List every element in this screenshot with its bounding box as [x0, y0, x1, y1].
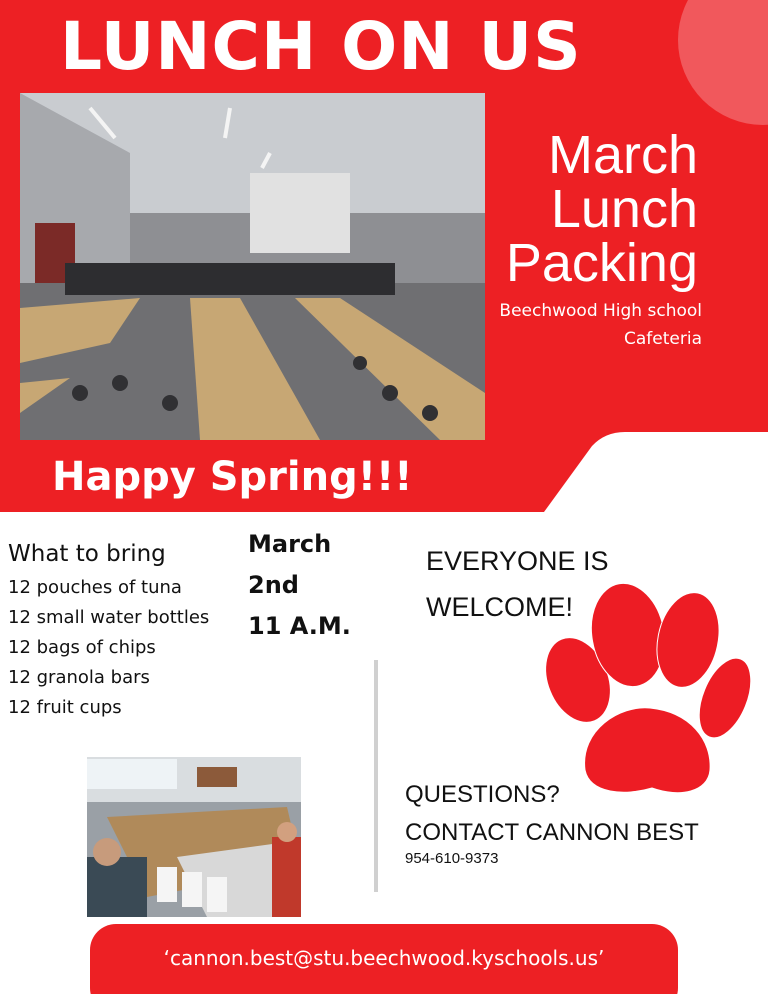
event-title-line: Lunch	[550, 179, 698, 239]
event-title	[505, 125, 698, 293]
date-month: March	[248, 530, 332, 558]
welcome-message: EVERYONE IS WELCOME!	[426, 546, 609, 622]
date-day: 2nd	[248, 571, 299, 599]
questions-label: QUESTIONS?	[405, 781, 560, 808]
list-item: 12 granola bars	[8, 667, 150, 688]
contact-email: ‘cannon.best@stu.beechwood.kyschools.us’	[163, 946, 605, 970]
list-item: 12 small water bottles	[8, 607, 210, 628]
cafeteria-group-photo	[20, 93, 485, 440]
event-datetime	[248, 524, 351, 647]
contact-block	[405, 776, 699, 852]
event-title-line: March	[547, 125, 698, 185]
page-title: LUNCH ON US	[60, 8, 582, 85]
contact-phone: 954-610-9373	[405, 850, 499, 867]
contact-name: CONTACT CANNON BEST	[405, 819, 699, 846]
paw-print-icon	[540, 580, 752, 800]
location-line: Cafeteria	[624, 329, 702, 349]
event-time: 11 A.M.	[248, 612, 351, 640]
spring-greeting: Happy Spring!!!	[52, 454, 413, 500]
lunch-packing-photo	[87, 757, 301, 917]
list-item: 12 bags of chips	[8, 637, 156, 658]
bring-heading: What to bring	[8, 541, 166, 567]
event-location	[499, 297, 702, 353]
bring-list	[8, 573, 209, 723]
event-title-line: Packing	[505, 233, 698, 293]
vertical-divider	[374, 660, 378, 892]
list-item: 12 fruit cups	[8, 697, 122, 718]
list-item: 12 pouches of tuna	[8, 577, 182, 598]
bring-section	[8, 541, 209, 723]
location-line: Beechwood High school	[499, 301, 702, 321]
